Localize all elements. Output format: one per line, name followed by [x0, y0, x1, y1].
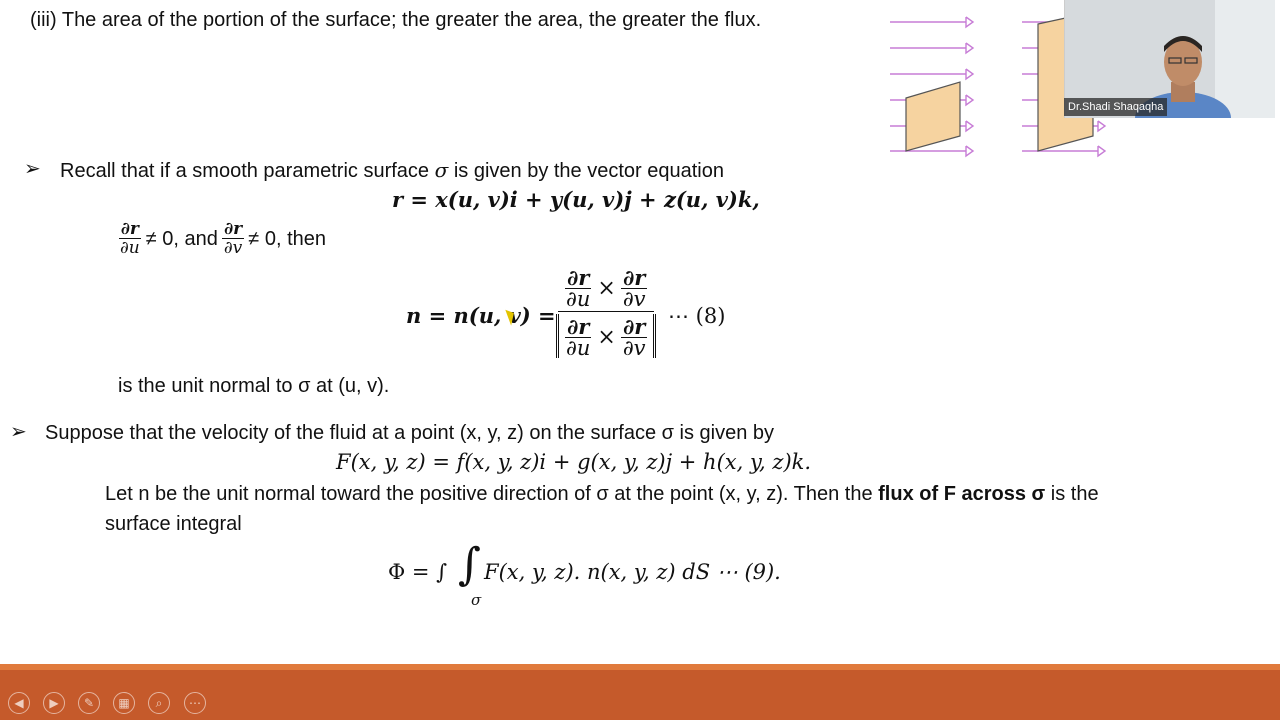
normal-denominator — [556, 314, 656, 358]
integral-sub-sigma: σ — [471, 591, 482, 609]
presenter-name-label: Dr.Shadi Shaqaqha — [1064, 98, 1167, 116]
recall-tail: is given by the vector equation — [448, 160, 724, 182]
partials-and: ≠ 0, and — [145, 227, 218, 250]
suppose-text: Suppose that the velocity of the fluid at a point (x, y, z) on the surface σ is given by — [45, 422, 775, 444]
sigma-symbol: σ — [434, 158, 449, 182]
small-plate — [906, 82, 960, 151]
field-equation: F(x, y, z) = f(x, y, z)i + g(x, y, z)j + h(x, y, z)k. — [336, 450, 812, 474]
times-symbol: × — [597, 276, 616, 301]
unit-normal-text: is the unit normal to σ at (u, v). — [118, 375, 390, 397]
let-text-main: Let n be the unit normal toward the positive direction of σ at the point (x, y, z). Then the — [105, 483, 879, 505]
pen-icon[interactable]: ✎ — [78, 692, 100, 714]
times-symbol-2: × — [597, 325, 616, 350]
partial-r-v-top: $\frac{\partial r}{\partial v}$ — [622, 265, 646, 311]
partials-line — [118, 220, 326, 257]
flux-integrand: F(x, y, z). n(x, y, z) dS ⋯ (9). — [484, 560, 781, 584]
flux-definition: flux of F across σ — [878, 483, 1046, 505]
zoom-icon[interactable]: ⌕ — [148, 692, 170, 714]
let-text-tail: is the — [1045, 483, 1099, 505]
normal-fraction — [556, 265, 656, 360]
bullet-arrow-icon-2: ➢ — [10, 419, 27, 443]
bullet-arrow-icon: ➢ — [24, 156, 41, 180]
next-icon[interactable]: ▶ — [43, 692, 65, 714]
partial-r-u-top: $\frac{\partial r}{\partial u}$ — [566, 265, 591, 311]
prev-icon[interactable]: ◀ — [8, 692, 30, 714]
surface-integral-text: surface integral — [105, 513, 242, 535]
flux-lhs: Φ = ∫ — [388, 560, 448, 584]
normal-numerator — [558, 265, 654, 312]
normal-lhs: n = n(u, v) = — [406, 303, 556, 328]
partial-r-v-bot: $\frac{\partial r}{\partial v}$ — [622, 314, 646, 360]
text-recall — [60, 158, 724, 183]
partial-r-v: $\frac{\partial r}{\partial v}$ — [223, 219, 243, 258]
partial-r-u-bot: $\frac{\partial r}{\partial u}$ — [566, 314, 591, 360]
let-text — [105, 482, 1099, 506]
footer-bar — [0, 664, 1280, 720]
vector-equation: r = x(u, v)i + y(u, v)j + z(u, v)k, — [392, 187, 760, 212]
eq-number-8: ⋯ (8) — [668, 304, 726, 328]
integral-sign: ∫ — [458, 539, 481, 590]
partials-then: ≠ 0, then — [248, 227, 326, 250]
more-icon[interactable]: ⋯ — [184, 692, 206, 714]
text-line-iii: (iii) The area of the portion of the surface; the greater the area, the greater the flux. — [30, 9, 762, 31]
slides-icon[interactable]: ▦ — [113, 692, 135, 714]
recall-text: Recall that if a smooth parametric surface — [60, 160, 435, 182]
partial-r-u: $\frac{\partial r}{\partial u}$ — [120, 219, 140, 258]
